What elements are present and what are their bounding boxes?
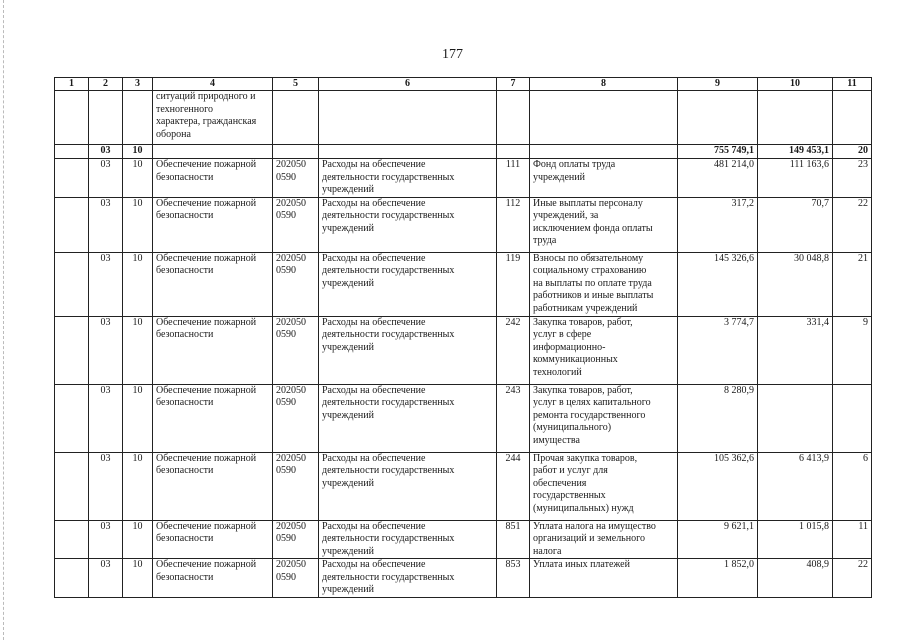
expense-type-code: 119 <box>497 252 530 316</box>
target-name: Расходы на обеспечение деятельности государственных учреждений <box>319 197 497 252</box>
table-row <box>55 316 872 384</box>
target-code: 202050 0590 <box>273 520 319 559</box>
expense-type-code: 242 <box>497 316 530 384</box>
section-code: 03 <box>89 159 123 198</box>
table-row <box>55 520 872 559</box>
table-row <box>55 159 872 198</box>
empty-cell <box>55 252 89 316</box>
target-code: 202050 0590 <box>273 197 319 252</box>
item-name: Обеспечение пожарной безопасности <box>153 197 273 252</box>
target-code: 202050 0590 <box>273 452 319 520</box>
amount-col10: 149 453,1 <box>758 145 833 159</box>
expense-type-code: 112 <box>497 197 530 252</box>
value-col11: 9 <box>833 316 872 384</box>
item-name: Обеспечение пожарной безопасности <box>153 159 273 198</box>
header-cell: 1 <box>55 78 89 91</box>
section-code: 03 <box>89 452 123 520</box>
amount-col10: 30 048,8 <box>758 252 833 316</box>
section-code: 03 <box>89 197 123 252</box>
value-col11: 22 <box>833 559 872 598</box>
amount-col9: 105 362,6 <box>678 452 758 520</box>
header-cell: 2 <box>89 78 123 91</box>
expense-type-name: Фонд оплаты труда учреждений <box>530 159 678 198</box>
amount-col9: 317,2 <box>678 197 758 252</box>
amount-col10: 6 413,9 <box>758 452 833 520</box>
subsection-code: 10 <box>123 316 153 384</box>
header-cell: 7 <box>497 78 530 91</box>
value-col11: 22 <box>833 197 872 252</box>
amount-col10: 70,7 <box>758 197 833 252</box>
amount-col9: 481 214,0 <box>678 159 758 198</box>
expense-type-code: 853 <box>497 559 530 598</box>
target-name: Расходы на обеспечение деятельности государственных учреждений <box>319 316 497 384</box>
header-cell: 3 <box>123 78 153 91</box>
subsection-code: 10 <box>123 197 153 252</box>
header-cell: 8 <box>530 78 678 91</box>
amount-col10: 331,4 <box>758 316 833 384</box>
header-cell: 10 <box>758 78 833 91</box>
target-code: 202050 0590 <box>273 316 319 384</box>
empty-cell <box>55 159 89 198</box>
amount-col9: 1 852,0 <box>678 559 758 598</box>
expense-type-name: Иные выплаты персоналу учреждений, за исключением фонда оплаты труда <box>530 197 678 252</box>
table-row <box>55 252 872 316</box>
value-col11: 11 <box>833 520 872 559</box>
target-code: 202050 0590 <box>273 559 319 598</box>
subsection-code: 10 <box>123 145 153 159</box>
target-name: Расходы на обеспечение деятельности государственных учреждений <box>319 559 497 598</box>
item-name: Обеспечение пожарной безопасности <box>153 520 273 559</box>
expense-type-name: Уплата налога на имущество организаций и земельного налога <box>530 520 678 559</box>
amount-col9: 145 326,6 <box>678 252 758 316</box>
page-number: 177 <box>442 47 463 62</box>
empty-cell <box>55 559 89 598</box>
table-row <box>55 384 872 452</box>
header-cell: 6 <box>319 78 497 91</box>
expense-type-name: Закупка товаров, работ, услуг в сфере информационно- коммуникационных технологий <box>530 316 678 384</box>
target-name: Расходы на обеспечение деятельности государственных учреждений <box>319 452 497 520</box>
item-name: Обеспечение пожарной безопасности <box>153 384 273 452</box>
expense-type-name: Закупка товаров, работ, услуг в целях капитального ремонта государственного (муниципального) имущества <box>530 384 678 452</box>
amount-col9: 3 774,7 <box>678 316 758 384</box>
amount-col9: 755 749,1 <box>678 145 758 159</box>
section-code: 03 <box>89 559 123 598</box>
empty-cell <box>55 316 89 384</box>
section-code: 03 <box>89 384 123 452</box>
expense-type-code: 243 <box>497 384 530 452</box>
item-name: Обеспечение пожарной безопасности <box>153 452 273 520</box>
header-cell: 5 <box>273 78 319 91</box>
value-col11: 20 <box>833 145 872 159</box>
subsection-code: 10 <box>123 252 153 316</box>
table-row <box>55 452 872 520</box>
empty-cell <box>55 384 89 452</box>
budget-table <box>54 77 872 598</box>
amount-col9: 9 621,1 <box>678 520 758 559</box>
target-name: Расходы на обеспечение деятельности государственных учреждений <box>319 384 497 452</box>
table-row <box>55 559 872 598</box>
amount-col10: 1 015,8 <box>758 520 833 559</box>
expense-type-code: 244 <box>497 452 530 520</box>
empty-cell <box>55 197 89 252</box>
expense-type-name: Прочая закупка товаров, работ и услуг для обеспечения государственных (муниципальных) нужд <box>530 452 678 520</box>
value-col11: 21 <box>833 252 872 316</box>
expense-type-code: 851 <box>497 520 530 559</box>
value-col11: 6 <box>833 452 872 520</box>
table-row <box>55 197 872 252</box>
target-name: Расходы на обеспечение деятельности государственных учреждений <box>319 159 497 198</box>
section-code: 03 <box>89 145 123 159</box>
expense-type-name: Взносы по обязательному социальному страхованию на выплаты по оплате труда работников и иные выплаты работникам учреждений <box>530 252 678 316</box>
item-name: Обеспечение пожарной безопасности <box>153 559 273 598</box>
amount-col9: 8 280,9 <box>678 384 758 452</box>
item-name: Обеспечение пожарной безопасности <box>153 316 273 384</box>
amount-col10: 111 163,6 <box>758 159 833 198</box>
continuation-text: ситуаций природного и техногенного характера, гражданская оборона <box>153 91 273 145</box>
empty-cell <box>55 452 89 520</box>
subsection-code: 10 <box>123 159 153 198</box>
amount-col10: 408,9 <box>758 559 833 598</box>
subsection-code: 10 <box>123 384 153 452</box>
value-col11 <box>833 384 872 452</box>
target-code: 202050 0590 <box>273 252 319 316</box>
section-code: 03 <box>89 252 123 316</box>
expense-type-code: 111 <box>497 159 530 198</box>
section-code: 03 <box>89 520 123 559</box>
expense-type-name: Уплата иных платежей <box>530 559 678 598</box>
value-col11: 23 <box>833 159 872 198</box>
header-cell: 9 <box>678 78 758 91</box>
amount-col10 <box>758 384 833 452</box>
header-row <box>55 78 872 91</box>
section-code: 03 <box>89 316 123 384</box>
item-name: Обеспечение пожарной безопасности <box>153 252 273 316</box>
continuation-row <box>55 91 872 145</box>
subsection-code: 10 <box>123 452 153 520</box>
subsection-code: 10 <box>123 520 153 559</box>
target-code: 202050 0590 <box>273 384 319 452</box>
scan-edge <box>3 0 5 640</box>
target-name: Расходы на обеспечение деятельности государственных учреждений <box>319 520 497 559</box>
target-name: Расходы на обеспечение деятельности государственных учреждений <box>319 252 497 316</box>
subtotal-row <box>55 145 872 159</box>
empty-cell <box>55 520 89 559</box>
subsection-code: 10 <box>123 559 153 598</box>
header-cell: 4 <box>153 78 273 91</box>
header-cell: 11 <box>833 78 872 91</box>
target-code: 202050 0590 <box>273 159 319 198</box>
